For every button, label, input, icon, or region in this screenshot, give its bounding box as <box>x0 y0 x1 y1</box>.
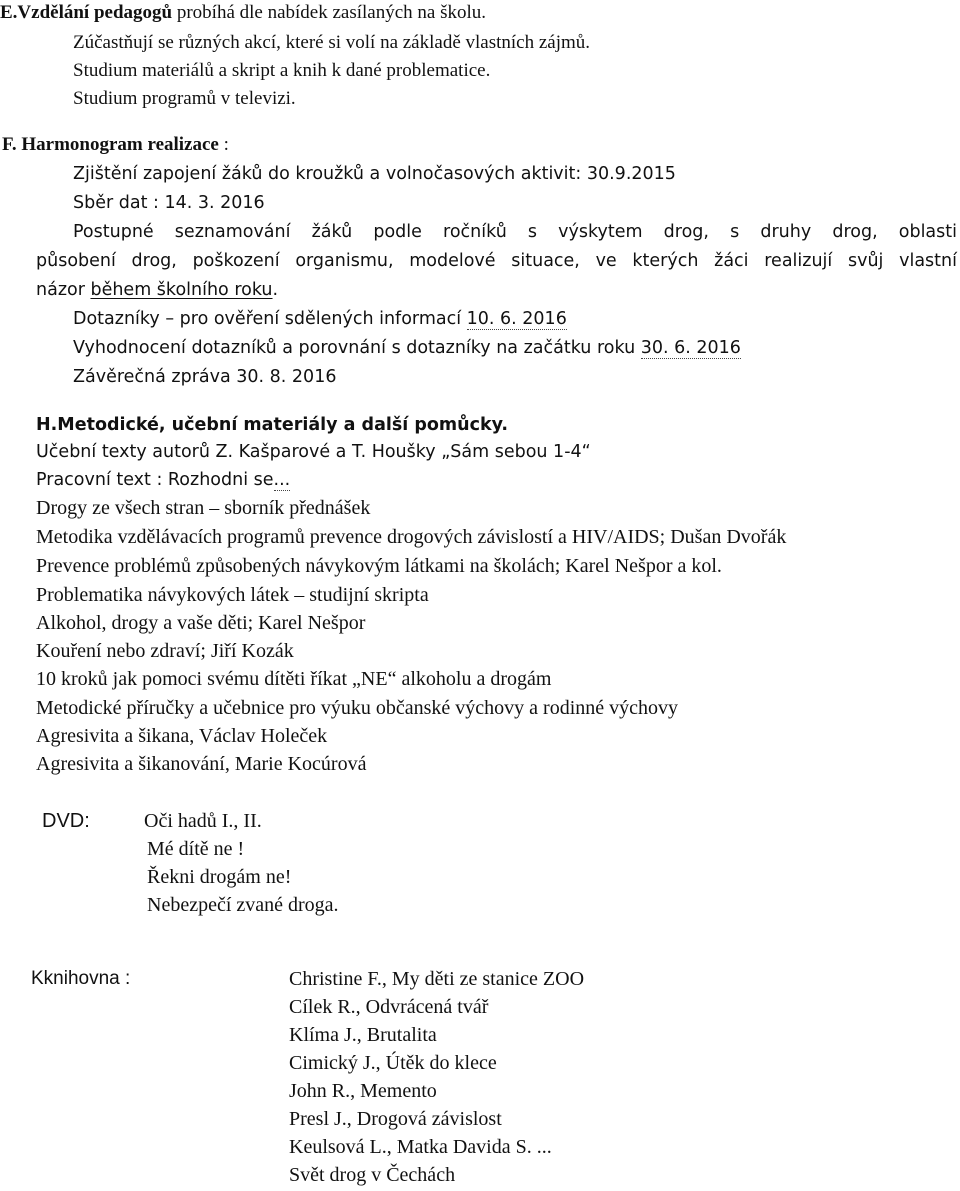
pracovni-text-line <box>36 469 290 491</box>
section-f-colon: : <box>218 134 229 155</box>
material-item: 10 kroků jak pomoci svému dítěti říkat „NE“ alkoholu a drogám <box>36 668 552 690</box>
material-item: Alkohol, drogy a vaše děti; Karel Nešpor <box>36 612 366 634</box>
sber-dat-line: Sběr dat : 14. 3. 2016 <box>73 193 265 213</box>
section-e-title: E.Vzdělání pedagogů <box>0 2 173 23</box>
material-item: Drogy ze všech stran – sborník přednášek <box>36 497 371 519</box>
dvd-label: DVD: <box>42 810 90 832</box>
dvd-item: Mé dítě ne ! <box>147 838 245 860</box>
postupne-line-1: Postupné seznamování žáků podle ročníků s výskytem drog, s druhy drog, oblasti <box>73 222 957 242</box>
section-h-heading: H.Metodické, učební materiály a další pomůcky. <box>36 415 509 435</box>
postupne-line-3 <box>36 279 278 301</box>
material-item: Prevence problémů způsobených návykovým látkami na školách; Karel Nešpor a kol. <box>36 555 722 577</box>
material-item: Agresivita a šikana, Václav Holeček <box>36 725 328 747</box>
material-item: Metodické příručky a učebnice pro výuku občanské výchovy a rodinné výchovy <box>36 697 679 719</box>
material-item: Agresivita a šikanování, Marie Kocúrová <box>36 753 367 775</box>
section-e-line: Studium materiálů a skript a knih k dané problematice. <box>73 60 491 81</box>
ucebni-texty-line: Učební texty autorů Z. Kašparové a T. Houšky „Sám sebou 1-4“ <box>36 442 591 462</box>
library-item: Christine F., My děti ze stanice ZOO <box>289 968 585 990</box>
postupne-line-3-start: názor <box>36 280 91 300</box>
library-item: John R., Memento <box>289 1080 437 1102</box>
library-item: Cílek R., Odvrácená tvář <box>289 996 489 1018</box>
library-item: Keulsová L., Matka Davida S. ... <box>289 1136 552 1158</box>
zjisteni-line: Zjištění zapojení žáků do kroužků a volnočasových aktivit: 30.9.2015 <box>73 164 676 184</box>
dvd-item: Nebezpečí zvané droga. <box>147 894 339 916</box>
dotazniky-text: Dotazníky – pro ověření sdělených informací <box>73 309 467 329</box>
skolni-rok-underlined: během školního roku <box>90 280 273 300</box>
dotazniky-line <box>73 308 567 330</box>
vyhodnoceni-date: 30. 6. 2016 <box>640 338 741 358</box>
section-e-line: Studium programů v televizi. <box>73 88 296 109</box>
dvd-item: Řekni drogám ne! <box>147 866 292 888</box>
pracovni-text: Pracovní text : Rozhodni se <box>36 470 274 490</box>
section-e-line: Zúčastňují se různých akcí, které si volí na základě vlastních zájmů. <box>73 32 591 53</box>
section-e-intro: probíhá dle nabídek zasílaných na školu. <box>172 2 487 23</box>
library-item: Svět drog v Čechách <box>289 1164 456 1186</box>
material-item: Problematika návykových látek – studijní skripta <box>36 584 429 606</box>
postupne-line-3-end: . <box>272 280 279 300</box>
vyhodnoceni-line <box>73 337 741 359</box>
vyhodnoceni-text: Vyhodnocení dotazníků a porovnání s dotazníky na začátku roku <box>73 338 641 358</box>
dotazniky-date: 10. 6. 2016 <box>466 309 567 329</box>
library-item: Cimický J., Útěk do klece <box>289 1052 497 1074</box>
library-item: Klíma J., Brutalita <box>289 1024 437 1046</box>
section-f-heading <box>2 134 229 156</box>
section-e-heading <box>0 2 486 24</box>
material-item: Kouření nebo zdraví; Jiří Kozák <box>36 640 294 662</box>
postupne-line-2: působení drog, poškození organismu, modelové situace, ve kterých žáci realizují svůj vlastní <box>36 251 957 271</box>
material-item: Metodika vzdělávacích programů prevence drogových závislostí a HIV/AIDS; Dušan Dvořák <box>36 526 787 548</box>
pracovni-ellipsis: ... <box>273 470 291 490</box>
section-f-title: F. Harmonogram realizace <box>2 134 219 155</box>
zaverecna-zprava-line: Závěrečná zpráva 30. 8. 2016 <box>73 367 337 387</box>
library-label: Kknihovna : <box>31 968 131 989</box>
library-item: Presl J., Drogová závislost <box>289 1108 502 1130</box>
dvd-item: Oči hadů I., II. <box>144 810 262 832</box>
